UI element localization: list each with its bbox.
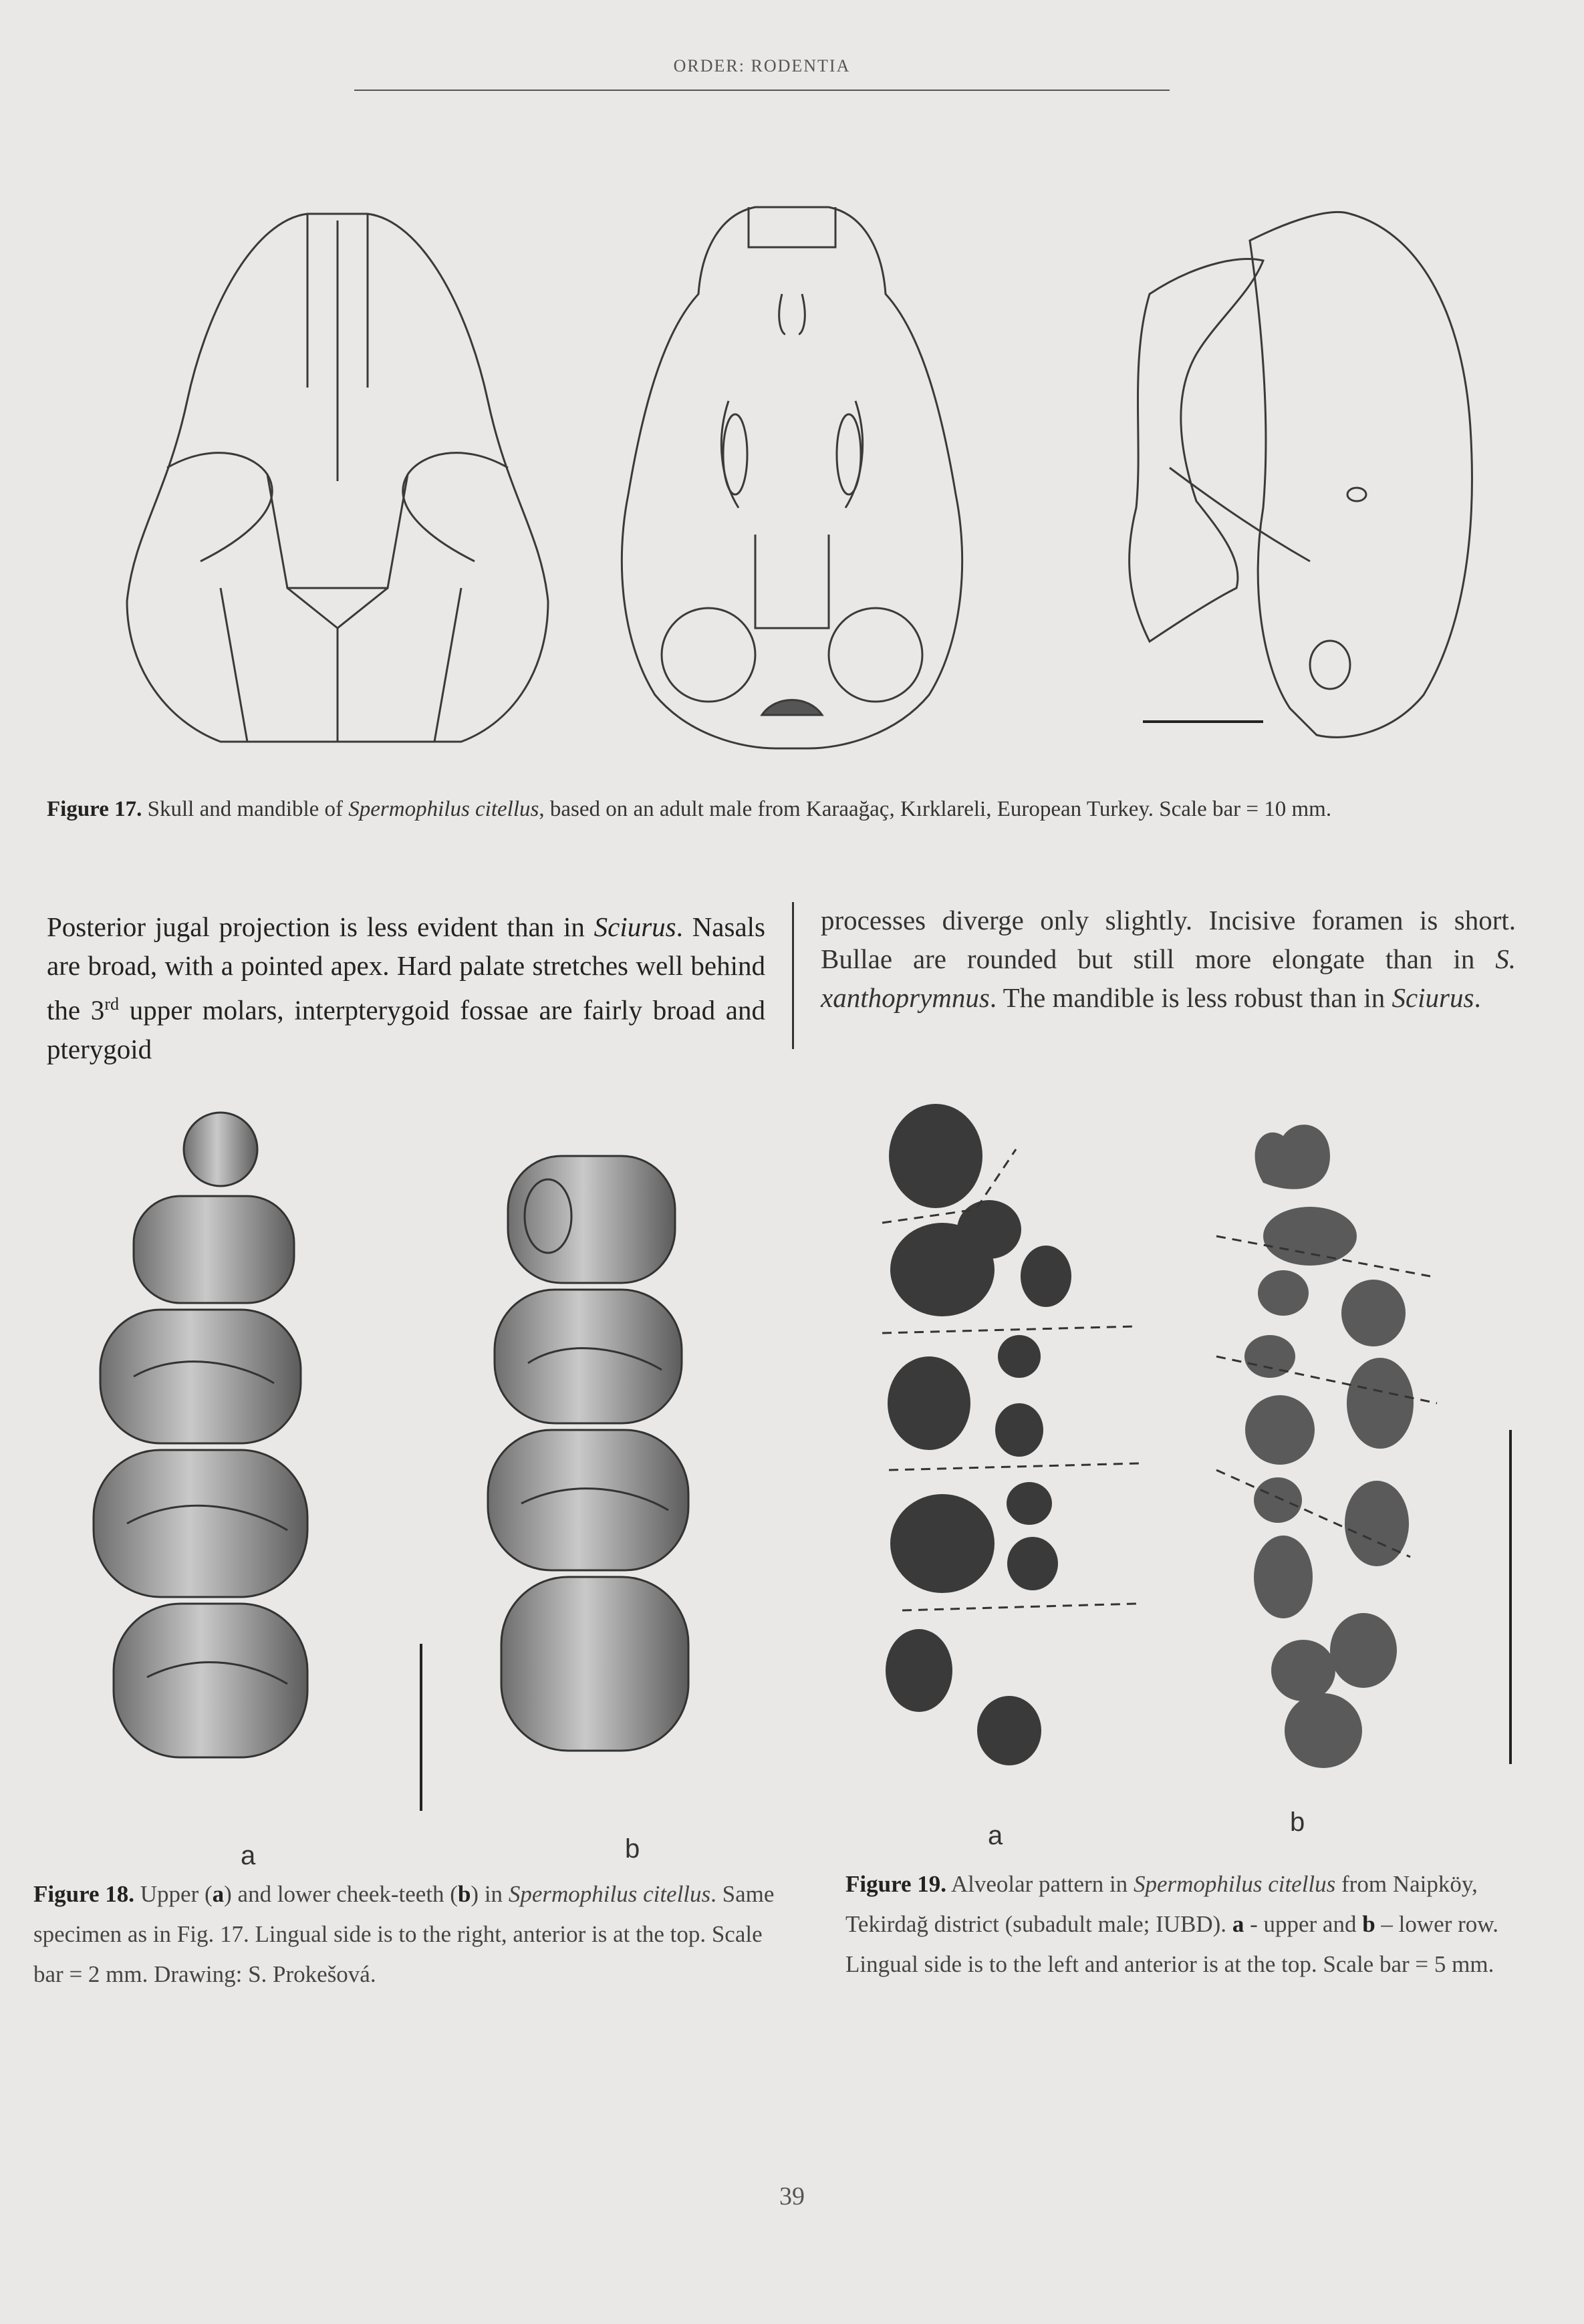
skull-lateral-view xyxy=(1130,212,1472,737)
body-right-column: processes diverge only slightly. Incisive foramen is short. Bullae are rounded but still more elongate than in S. xanthoprymnus. The mandible is less robust than in Sciurus. xyxy=(821,905,1516,1013)
figure-19-drawing xyxy=(869,1096,1537,1818)
page-number: 39 xyxy=(779,2182,805,2210)
column-rule xyxy=(792,902,794,1049)
figure-17-text-2: , based on an adult male from Karaağaç, Kırklareli, European Turkey. Scale bar = 10 mm. xyxy=(539,797,1332,821)
figure-17-label: Figure 17. xyxy=(47,797,142,821)
skull-dorsal-view xyxy=(127,214,548,742)
figure-17-text-1: Skull and mandible of xyxy=(142,797,349,821)
figure-18-drawing xyxy=(74,1096,755,1851)
figure-17-caption xyxy=(47,792,1517,827)
figure-19-panel-a: a xyxy=(988,1821,1003,1850)
figure-19-caption: Figure 19. Alveolar pattern in Spermophilus citellus from Naipköy, Tekirdağ district (subadult male; IUBD). a - upper and b – lower row. Lingual side is to the left and anterior is at the top. Scale bar = 5 mm. xyxy=(845,1871,1499,1977)
figure-17-species: Spermophilus citellus xyxy=(348,797,539,821)
running-head: ORDER: RODENTIA xyxy=(673,56,851,76)
alveoli-lower-row xyxy=(1244,1125,1414,1768)
figure-18-panel-b: b xyxy=(625,1834,640,1864)
alveoli-upper-row xyxy=(886,1104,1071,1765)
skull-ventral-view xyxy=(622,207,962,748)
figure-18-panel-a: a xyxy=(241,1841,256,1870)
figure-18-caption: Figure 18. Upper (a) and lower cheek-teeth (b) in Spermophilus citellus. Same specimen as in Fig. 17. Lingual side is to the right, anterior is at the top. Scale bar = 2 mm. Drawing: S. Prokešová. xyxy=(33,1881,775,1987)
body-left-column: Posterior jugal projection is less evident than in Sciurus. Nasals are broad, with a pointed apex. Hard palate stretches well behind the 3rd upper molars, interpterygoid fossae are fairly broad and pterygoid xyxy=(47,911,765,1064)
upper-cheek-teeth xyxy=(94,1113,307,1757)
header-rule xyxy=(354,90,1170,91)
lower-cheek-teeth xyxy=(488,1156,688,1751)
figure-19-panel-b: b xyxy=(1290,1807,1305,1837)
figure-17-drawing xyxy=(87,160,1497,762)
